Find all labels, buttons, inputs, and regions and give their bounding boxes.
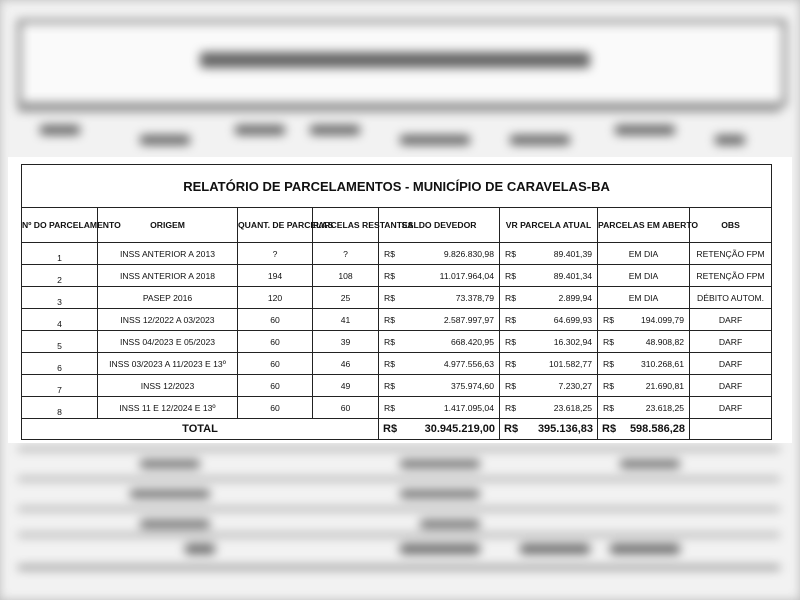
row-number: 1 bbox=[22, 243, 98, 265]
row-restantes: 46 bbox=[313, 353, 379, 375]
row-number: 2 bbox=[22, 265, 98, 287]
currency-symbol: R$ bbox=[505, 402, 516, 413]
row-vr-cell bbox=[500, 397, 598, 419]
row-vr-cell bbox=[500, 243, 598, 265]
row-number: 6 bbox=[22, 353, 98, 375]
row-obs: RETENÇÃO FPM bbox=[690, 265, 772, 287]
row-aberto: EM DIA bbox=[598, 287, 690, 309]
col-header-numero: Nº DO PARCELAMENTO bbox=[22, 208, 98, 243]
currency-symbol: R$ bbox=[384, 314, 395, 325]
table-row bbox=[22, 397, 772, 419]
row-vr: 89.401,34 bbox=[553, 270, 592, 281]
row-origem: INSS ANTERIOR A 2018 bbox=[98, 265, 238, 287]
row-restantes: 108 bbox=[313, 265, 379, 287]
row-obs: DARF bbox=[690, 397, 772, 419]
currency-symbol: R$ bbox=[505, 248, 516, 259]
row-aberto-cell bbox=[598, 375, 690, 397]
row-vr-cell bbox=[500, 287, 598, 309]
row-saldo: 1.417.095,04 bbox=[443, 402, 494, 413]
row-vr: 23.618,25 bbox=[553, 402, 592, 413]
table-row bbox=[22, 353, 772, 375]
row-number: 8 bbox=[22, 397, 98, 419]
row-saldo: 9.826.830,98 bbox=[443, 248, 494, 259]
row-aberto-cell bbox=[598, 353, 690, 375]
row-obs: DARF bbox=[690, 309, 772, 331]
currency-symbol: R$ bbox=[384, 292, 395, 303]
total-row bbox=[22, 419, 772, 440]
row-aberto: EM DIA bbox=[598, 243, 690, 265]
total-label: TOTAL bbox=[22, 419, 379, 440]
table-row bbox=[22, 265, 772, 287]
currency-symbol: R$ bbox=[384, 248, 395, 259]
row-saldo: 668.420,95 bbox=[450, 336, 494, 347]
row-number: 3 bbox=[22, 287, 98, 309]
row-saldo: 11.017.964,04 bbox=[439, 270, 494, 281]
table-row bbox=[22, 375, 772, 397]
row-vr: 64.699,93 bbox=[553, 314, 592, 325]
row-saldo-cell bbox=[379, 331, 500, 353]
row-vr: 7.230,27 bbox=[558, 380, 592, 391]
installments-table bbox=[21, 164, 772, 440]
row-saldo: 2.587.997,97 bbox=[443, 314, 494, 325]
row-restantes: 25 bbox=[313, 287, 379, 309]
currency-symbol: R$ bbox=[505, 380, 516, 391]
table-row bbox=[22, 243, 772, 265]
currency-symbol: R$ bbox=[505, 336, 516, 347]
row-restantes: 39 bbox=[313, 331, 379, 353]
row-restantes: 49 bbox=[313, 375, 379, 397]
col-header-obs: OBS bbox=[690, 208, 772, 243]
row-origem: INSS 12/2022 A 03/2023 bbox=[98, 309, 238, 331]
table-row bbox=[22, 287, 772, 309]
total-obs-cell bbox=[690, 419, 772, 440]
row-quant: 60 bbox=[238, 397, 313, 419]
report-card bbox=[8, 157, 792, 443]
currency-symbol: R$ bbox=[384, 336, 395, 347]
col-header-vr-parcela: VR PARCELA ATUAL bbox=[500, 208, 598, 243]
row-restantes: ? bbox=[313, 243, 379, 265]
total-aberto: 598.586,28 bbox=[629, 423, 685, 435]
col-header-quant: QUANT. DE PARCELAS bbox=[238, 208, 313, 243]
table-row bbox=[22, 309, 772, 331]
row-aberto: 194.099,79 bbox=[640, 314, 684, 325]
row-vr-cell bbox=[500, 265, 598, 287]
currency-symbol: R$ bbox=[504, 423, 519, 435]
row-origem: INSS 04/2023 E 05/2023 bbox=[98, 331, 238, 353]
col-header-origem: ORIGEM bbox=[98, 208, 238, 243]
row-aberto-cell bbox=[598, 397, 690, 419]
row-origem: INSS 12/2023 bbox=[98, 375, 238, 397]
row-origem: INSS ANTERIOR A 2013 bbox=[98, 243, 238, 265]
row-quant: 194 bbox=[238, 265, 313, 287]
row-restantes: 60 bbox=[313, 397, 379, 419]
row-saldo: 73.378,79 bbox=[455, 292, 494, 303]
row-number: 5 bbox=[22, 331, 98, 353]
row-vr-cell bbox=[500, 309, 598, 331]
currency-symbol: R$ bbox=[384, 402, 395, 413]
row-saldo-cell bbox=[379, 397, 500, 419]
row-aberto: 21.690,81 bbox=[645, 380, 684, 391]
currency-symbol: R$ bbox=[384, 380, 395, 391]
row-saldo-cell bbox=[379, 243, 500, 265]
row-number: 7 bbox=[22, 375, 98, 397]
currency-symbol: R$ bbox=[505, 314, 516, 325]
row-obs: DARF bbox=[690, 331, 772, 353]
currency-symbol: R$ bbox=[505, 270, 516, 281]
row-quant: 120 bbox=[238, 287, 313, 309]
row-quant: 60 bbox=[238, 353, 313, 375]
currency-symbol: R$ bbox=[384, 270, 395, 281]
row-obs: DARF bbox=[690, 353, 772, 375]
table-body bbox=[22, 243, 772, 419]
row-vr: 101.582,77 bbox=[548, 358, 592, 369]
col-header-restantes: PARCELAS RESTANTES bbox=[313, 208, 379, 243]
row-vr-cell bbox=[500, 331, 598, 353]
row-vr-cell bbox=[500, 353, 598, 375]
row-saldo-cell bbox=[379, 375, 500, 397]
row-aberto: EM DIA bbox=[598, 265, 690, 287]
row-saldo-cell bbox=[379, 353, 500, 375]
row-saldo-cell bbox=[379, 309, 500, 331]
currency-symbol: R$ bbox=[602, 423, 617, 435]
row-vr: 2.899,94 bbox=[558, 292, 592, 303]
currency-symbol: R$ bbox=[505, 292, 516, 303]
row-obs: DARF bbox=[690, 375, 772, 397]
total-aberto-cell bbox=[598, 419, 690, 440]
row-quant: 60 bbox=[238, 309, 313, 331]
currency-symbol: R$ bbox=[603, 358, 614, 369]
currency-symbol: R$ bbox=[603, 314, 614, 325]
currency-symbol: R$ bbox=[384, 358, 395, 369]
currency-symbol: R$ bbox=[603, 402, 614, 413]
table-row bbox=[22, 331, 772, 353]
currency-symbol: R$ bbox=[505, 358, 516, 369]
total-vr: 395.136,83 bbox=[537, 423, 593, 435]
row-number: 4 bbox=[22, 309, 98, 331]
row-aberto: 48.908,82 bbox=[645, 336, 684, 347]
row-origem: INSS 11 E 12/2024 E 13º bbox=[98, 397, 238, 419]
total-saldo: 30.945.219,00 bbox=[424, 423, 495, 435]
row-obs: DÉBITO AUTOM. bbox=[690, 287, 772, 309]
row-quant: 60 bbox=[238, 375, 313, 397]
col-header-aberto: PARCELAS EM ABERTO bbox=[598, 208, 690, 243]
row-aberto-cell bbox=[598, 309, 690, 331]
header-row bbox=[22, 208, 772, 243]
row-saldo: 4.977.556,63 bbox=[443, 358, 494, 369]
currency-symbol: R$ bbox=[603, 380, 614, 391]
report-title: RELATÓRIO DE PARCELAMENTOS - MUNICÍPIO DE CARAVELAS-BA bbox=[22, 165, 772, 208]
row-aberto: 23.618,25 bbox=[645, 402, 684, 413]
total-vr-cell bbox=[500, 419, 598, 440]
currency-symbol: R$ bbox=[603, 336, 614, 347]
total-saldo-cell bbox=[379, 419, 500, 440]
row-restantes: 41 bbox=[313, 309, 379, 331]
row-origem: INSS 03/2023 A 11/2023 E 13º bbox=[98, 353, 238, 375]
row-origem: PASEP 2016 bbox=[98, 287, 238, 309]
row-aberto-cell bbox=[598, 331, 690, 353]
row-vr: 89.401,39 bbox=[553, 248, 592, 259]
row-aberto: 310.268,61 bbox=[640, 358, 684, 369]
row-saldo-cell bbox=[379, 265, 500, 287]
row-vr-cell bbox=[500, 375, 598, 397]
row-quant: 60 bbox=[238, 331, 313, 353]
row-saldo-cell bbox=[379, 287, 500, 309]
row-quant: ? bbox=[238, 243, 313, 265]
row-saldo: 375.974,60 bbox=[450, 380, 494, 391]
currency-symbol: R$ bbox=[383, 423, 398, 435]
col-header-saldo: SALDO DEVEDOR bbox=[379, 208, 500, 243]
row-vr: 16.302,94 bbox=[553, 336, 592, 347]
row-obs: RETENÇÃO FPM bbox=[690, 243, 772, 265]
